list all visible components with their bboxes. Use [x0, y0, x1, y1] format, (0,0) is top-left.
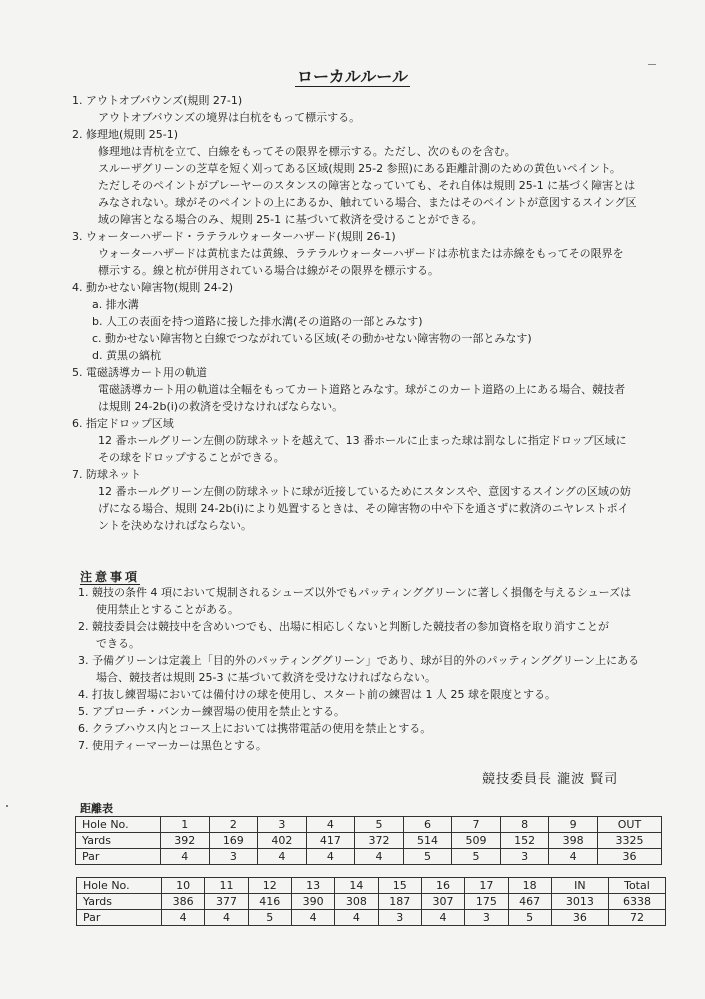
table-cell: 4: [258, 849, 307, 865]
cautions-list: [78, 584, 678, 754]
table-row: [76, 833, 662, 849]
table-cell: 4: [335, 910, 378, 926]
rule-heading: 5. 電磁誘導カート用の軌道: [72, 366, 207, 379]
table-cell: 175: [465, 894, 508, 910]
table-cell: 36: [551, 910, 608, 926]
cautions-title-text: 注意事項: [80, 570, 141, 584]
table-cell: 3: [258, 817, 307, 833]
table-cell: 402: [258, 833, 307, 849]
rule-text-line: ントを決めなければならない。: [98, 519, 252, 532]
table-cell: 3: [465, 910, 508, 926]
rule-heading: 4. 動かせない障害物(規則 24-2): [72, 281, 234, 294]
table-cell: 187: [378, 894, 421, 910]
caution-item: [78, 618, 678, 652]
caution-heading: 4. 打抜し練習場においては備付けの球を使用し、スタート前の練習は 1 人 25 球を限度とする。: [78, 688, 556, 701]
caution-item: [78, 703, 678, 720]
row-label: Hole No.: [77, 878, 162, 894]
table-cell: 392: [161, 833, 210, 849]
rule-item: [72, 364, 672, 415]
caution-heading: 2. 競技委員会は競技中を含めいつでも、出場に相応しくないと判断した競技者の参加資格を取り消すことが: [78, 620, 609, 633]
row-label: Par: [76, 849, 161, 865]
rule-text-line: 電磁誘導カート用の軌道は全幅をもってカート道路とみなす。球がこのカート道路の上にある場合、競技者: [98, 383, 626, 396]
table-cell: 17: [465, 878, 508, 894]
caution-item: [78, 652, 678, 686]
rule-subitem: c. 動かせない障害物と白線でつながれている区域(その動かせない障害物の一部とみなす): [92, 332, 532, 345]
table-cell: 5: [403, 849, 452, 865]
caution-item: [78, 686, 678, 703]
row-label: Yards: [77, 894, 162, 910]
rule-text-line: げになる場合、規則 24-2b(ⅰ)により処置するときは、その障害物の中や下を通さずに救済のニヤレストポイ: [98, 502, 629, 515]
rule-heading: 6. 指定ドロップ区域: [72, 417, 174, 430]
table-cell: 5: [248, 910, 291, 926]
rule-text-line: 12 番ホールグリーン左側の防球ネットに球が近接しているためにスタンスや、意図するスイングの区域の妨: [98, 485, 631, 498]
caution-item: [78, 737, 678, 754]
caution-text-line: できる。: [96, 637, 140, 650]
rule-text-line: は規則 24-2b(i)の救済を受けなければならない。: [98, 400, 344, 413]
table-cell: 169: [209, 833, 258, 849]
caution-item: [78, 720, 678, 737]
caution-heading: 7. 使用ティーマーカーは黒色とする。: [78, 739, 267, 752]
table-cell: IN: [551, 878, 608, 894]
table-cell: 514: [403, 833, 452, 849]
rule-heading: 2. 修理地(規則 25-1): [72, 128, 179, 141]
table-cell: 5: [355, 817, 404, 833]
cautions-title: [80, 568, 140, 585]
table-cell: 4: [421, 910, 464, 926]
caution-text-line: 使用禁止とすることがある。: [96, 603, 239, 616]
rule-text-line: アウトオブバウンズの境界は白杭をもって標示する。: [98, 111, 361, 124]
rule-item: [72, 92, 672, 126]
distance-table-title: 距離表: [80, 802, 113, 815]
rule-item: [72, 279, 672, 364]
rule-text-line: ウォーターハザードは黄杭または黄線、ラテラルウォーターハザードは赤杭または赤線をもってその限界を: [98, 247, 624, 260]
table-cell: 14: [335, 878, 378, 894]
local-rules-list: [72, 92, 672, 534]
signature: 競技委員長 瀧波 賢司: [482, 772, 619, 787]
table-cell: 390: [291, 894, 334, 910]
table-row: [76, 817, 662, 833]
rule-item: [72, 228, 672, 279]
rule-heading: 7. 防球ネット: [72, 468, 141, 481]
table-cell: 152: [500, 833, 549, 849]
table-cell: 4: [549, 849, 598, 865]
table-cell: 1: [161, 817, 210, 833]
table-cell: 15: [378, 878, 421, 894]
table-cell: 467: [508, 894, 551, 910]
table-cell: 4: [306, 849, 355, 865]
row-label: Yards: [76, 833, 161, 849]
table-cell: 4: [205, 910, 248, 926]
rule-subitem: b. 人工の表面を持つ道路に接した排水溝(その道路の一部とみなす): [92, 315, 423, 328]
rule-text-line: 修理地は青杭を立て、白線をもってその限界を標示する。ただし、次のものを含む。: [98, 145, 516, 158]
row-label: Hole No.: [76, 817, 161, 833]
table-cell: 5: [508, 910, 551, 926]
caution-heading: 5. アプローチ・バンカー練習場の使用を禁止とする。: [78, 705, 345, 718]
table-cell: 72: [608, 910, 665, 926]
table-cell: 5: [452, 849, 501, 865]
rule-item: [72, 126, 672, 228]
table-row: [77, 878, 666, 894]
table-cell: 13: [291, 878, 334, 894]
table-row: [77, 894, 666, 910]
table-cell: 18: [508, 878, 551, 894]
table-cell: 2: [209, 817, 258, 833]
rule-heading: 3. ウォーターハザード・ラテラルウォーターハザード(規則 26-1): [72, 230, 396, 243]
table-row: [76, 849, 662, 865]
table-cell: 4: [355, 849, 404, 865]
table-cell: 398: [549, 833, 598, 849]
table-cell: 3: [378, 910, 421, 926]
rule-item: [72, 466, 672, 534]
rule-subitem: d. 黄黒の縞杭: [92, 349, 161, 362]
rule-text-line: その球をドロップすることができる。: [98, 451, 285, 464]
rule-text-line: 標示する。線と杭が併用されている場合は線がその限界を標示する。: [98, 264, 439, 277]
table-cell: 3013: [551, 894, 608, 910]
rule-text-line: スルーザグリーンの芝草を短く刈ってある区域(規則 25-2 参照)にある距離計測のための黄色いペイント。: [98, 162, 621, 175]
caution-heading: 6. クラブハウス内とコース上においては携帯電話の使用を禁止とする。: [78, 722, 432, 735]
row-label: Par: [77, 910, 162, 926]
table-cell: 4: [162, 910, 205, 926]
table-cell: 386: [162, 894, 205, 910]
table-cell: 372: [355, 833, 404, 849]
rule-text-line: 12 番ホールグリーン左側の防球ネットを越えて、13 番ホールに止まった球は罰なしに指定ドロップ区域に: [98, 434, 627, 447]
table-cell: 3: [500, 849, 549, 865]
table-cell: 417: [306, 833, 355, 849]
table-cell: 416: [248, 894, 291, 910]
table-cell: 6: [403, 817, 452, 833]
table-cell: 3325: [597, 833, 661, 849]
rule-text-line: 域の障害となる場合のみ、規則 25-1 に基づいて救済を受けることができる。: [98, 213, 483, 226]
table-cell: 8: [500, 817, 549, 833]
table-cell: 4: [306, 817, 355, 833]
table-cell: 4: [161, 849, 210, 865]
table-cell: 3: [209, 849, 258, 865]
scan-speck: [6, 805, 8, 807]
table-row: [77, 910, 666, 926]
table-cell: 377: [205, 894, 248, 910]
table-cell: 16: [421, 878, 464, 894]
table-cell: 509: [452, 833, 501, 849]
table-cell: 4: [291, 910, 334, 926]
rule-text-line: ただしそのペイントがプレーヤーのスタンスの障害となっていても、それ自体は規則 25-1 に基づく障害とは: [98, 179, 636, 192]
caution-heading: 1. 競技の条件 4 項において規制されるシューズ以外でもパッティンググリーンに著しく損傷を与えるシューズは: [78, 586, 632, 599]
table-cell: 7: [452, 817, 501, 833]
page-title: [0, 64, 705, 87]
table-cell: 10: [162, 878, 205, 894]
distance-table-in: [76, 877, 666, 926]
table-cell: 308: [335, 894, 378, 910]
table-cell: 307: [421, 894, 464, 910]
rule-item: [72, 415, 672, 466]
table-cell: Total: [608, 878, 665, 894]
table-cell: 36: [597, 849, 661, 865]
table-cell: 11: [205, 878, 248, 894]
page-title-text: ローカルルール: [297, 67, 408, 86]
rule-text-line: みなされない。球がそのペイントの上にあるか、触れている場合、またはそのペイントが意図するスイング区: [98, 196, 637, 209]
distance-table-out: [75, 816, 662, 865]
rule-heading: 1. アウトオブバウンズ(規則 27-1): [72, 94, 243, 107]
table-cell: OUT: [597, 817, 661, 833]
table-cell: 6338: [608, 894, 665, 910]
caution-item: [78, 584, 678, 618]
table-cell: 12: [248, 878, 291, 894]
caution-heading: 3. 予備グリーンは定義上「目的外のパッティンググリーン」であり、球が目的外のパッティンググリーン上にある: [78, 654, 640, 667]
rule-subitem: a. 排水溝: [92, 298, 139, 311]
table-cell: 9: [549, 817, 598, 833]
caution-text-line: 場合、競技者は規則 25-3 に基づいて救済を受けなければならない。: [96, 671, 436, 684]
